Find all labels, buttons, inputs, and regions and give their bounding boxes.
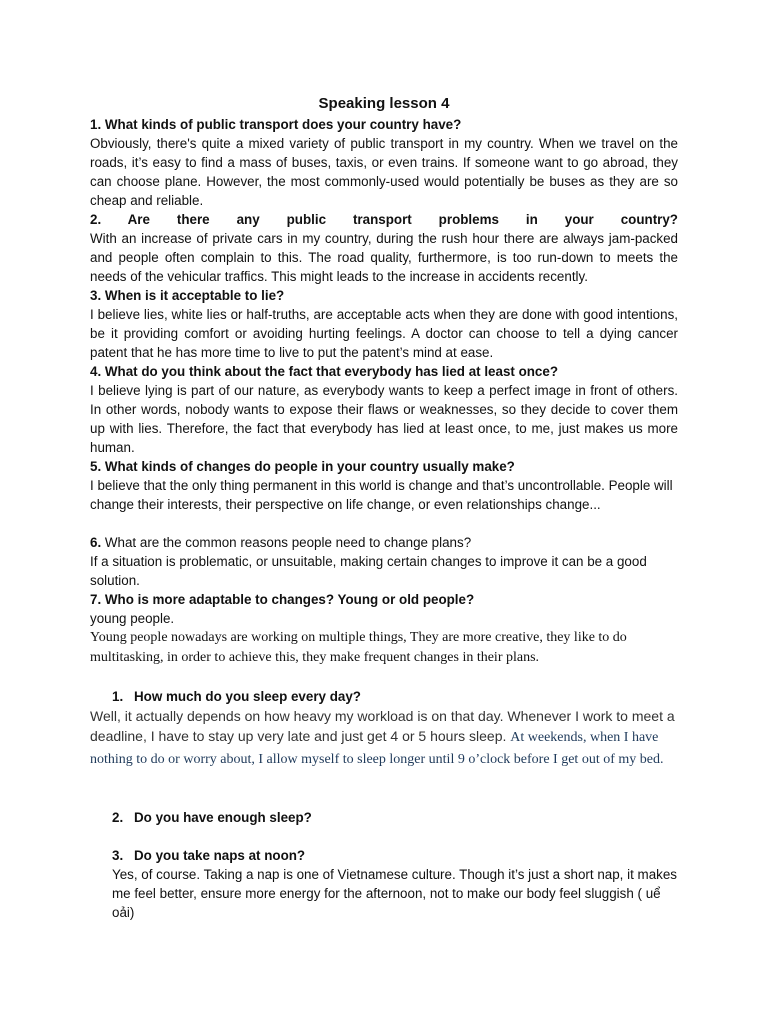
sleep-question-1-text: How much do you sleep every day? <box>134 689 361 704</box>
answer-4: I believe lying is part of our nature, as everybody wants to keep a perfect image in front of others. In other words, nobody wants to expose their flaws or weaknesses, so they decide to cover them up with lies. Therefore, the fact that everybody has lied at least once, to me, just makes us more human. <box>90 383 678 455</box>
sleep-question-3-text: Do you take naps at noon? <box>134 848 306 863</box>
answer-6: If a situation is problematic, or unsuitable, making certain changes to improve it can be a good solution. <box>90 554 647 588</box>
sleep-question-3-number: 3. <box>112 848 124 863</box>
sleep-question-1 <box>90 687 678 706</box>
question-7: 7. Who is more adaptable to changes? Young or old people? <box>90 592 475 607</box>
question-4: 4. What do you think about the fact that everybody has lied at least once? <box>90 364 559 379</box>
question-1: 1. What kinds of public transport does your country have? <box>90 117 462 132</box>
spacer <box>90 789 678 808</box>
answer-7-detail: Young people nowadays are working on multiple things, They are more creative, they like to do multitasking, in order to achieve this, they make frequent changes in their plans. <box>90 630 627 665</box>
sleep-question-3 <box>90 846 678 865</box>
answer-1: Obviously, there's quite a mixed variety of public transport in my country. When we travel on the roads, it’s easy to find a mass of buses, taxis, or even trains. If someone want to go abroad, they can choose plane. However, the most commonly-used would potentially be buses as they are so cheap and reliable. <box>90 136 678 208</box>
sleep-question-1-number: 1. <box>112 689 124 704</box>
question-2: 2. Are there any public transport problems in your country? <box>90 212 678 227</box>
spacer <box>90 514 678 533</box>
sleep-question-2-number: 2. <box>112 810 124 825</box>
sleep-answer-3: Yes, of course. Taking a nap is one of Vietnamese culture. Though it’s just a short nap, it makes me feel better, ensure more energy for the afternoon, not to make our body feel sluggish ( uể oải) <box>112 867 677 920</box>
document-page <box>90 94 678 922</box>
sleep-answer-1-part1: Well, it actually depends on how heavy my workload is on that day. Whenever I work to meet a deadline, I have to stay up very late and just get 4 or 5 hours sleep. <box>90 708 675 744</box>
question-6-number: 6. <box>90 535 102 550</box>
sleep-answer-1 <box>90 706 678 770</box>
question-3: 3. When is it acceptable to lie? <box>90 288 285 303</box>
sleep-question-2-text: Do you have enough sleep? <box>134 810 312 825</box>
answer-5: I believe that the only thing permanent in this world is change and that’s uncontrollable. People will change their interests, their perspective on life change, or even relationships change... <box>90 478 673 512</box>
question-6 <box>90 533 678 552</box>
spacer <box>90 770 678 789</box>
question-5: 5. What kinds of changes do people in your country usually make? <box>90 459 515 474</box>
document-title: Speaking lesson 4 <box>318 95 450 112</box>
sleep-answer-1-part2: At weekends, when I have nothing to do or worry about, I allow myself to sleep longer until 9 o’clock before I get out of my bed. <box>90 730 664 767</box>
spacer <box>90 668 678 687</box>
answer-3: I believe lies, white lies or half-truths, are acceptable acts when they are done with good intentions, be it providing comfort or avoiding hurting feelings. A doctor can choose to tell a dying cancer patent that he has more time to live to put the patent’s mind at ease. <box>90 307 678 360</box>
sleep-question-2 <box>90 808 678 827</box>
spacer <box>90 827 678 846</box>
answer-7-short: young people. <box>90 611 175 626</box>
answer-2: With an increase of private cars in my country, during the rush hour there are always jam-packed and people often complain to this. The road quality, furthermore, is too run-down to meets the needs of the vehicular traffics. This might leads to the increase in accidents recently. <box>90 231 678 284</box>
question-6-text: What are the common reasons people need to change plans? <box>101 535 472 550</box>
